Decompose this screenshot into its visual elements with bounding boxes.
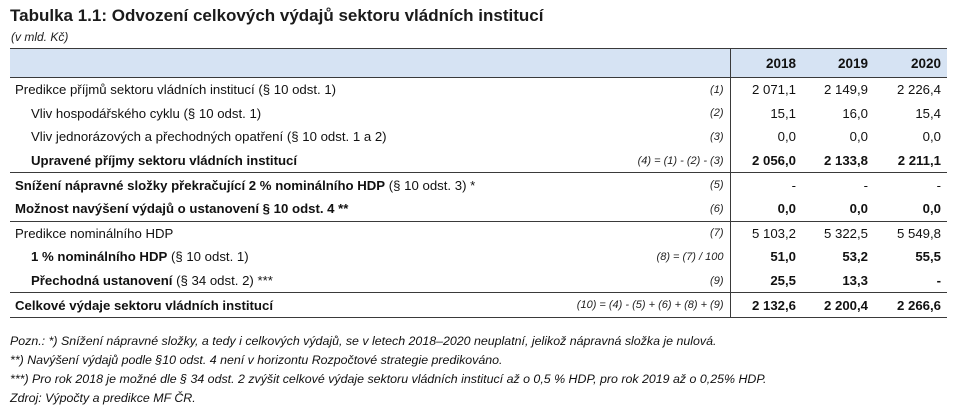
row-value: 0,0 <box>922 129 941 145</box>
source-line: Zdroj: Výpočty a predikce MF ČR. <box>10 391 196 405</box>
row-value: 2 226,4 <box>897 82 941 98</box>
row-label: Upravené příjmy sektoru vládních institucí <box>31 153 298 169</box>
row-formula: (7) <box>540 221 730 245</box>
row-formula: (1) <box>710 83 724 96</box>
row-value: 5 103,2 <box>730 221 802 245</box>
header-formula-empty <box>540 49 730 78</box>
row-value: 5 549,8 <box>874 221 947 245</box>
table-unit: (v mld. Kč) <box>11 30 69 44</box>
row-formula: (10) = (4) - (5) + (6) + (8) + (9) <box>540 293 730 318</box>
table-row <box>10 125 947 149</box>
row-formula: (5) <box>540 173 730 197</box>
row-formula: (2) <box>710 107 724 120</box>
row-label: Vliv jednorázových a přechodných opatření (§ 10 odst. 1 a 2) <box>31 129 387 145</box>
row-value: 5 322,5 <box>802 221 874 245</box>
row-value: 15,1 <box>730 102 802 126</box>
row-formula: (4) = (1) - (2) - (3) <box>637 154 724 167</box>
table-row <box>10 269 947 293</box>
expenditure-table <box>10 48 947 318</box>
row-value: 2 133,8 <box>824 153 868 169</box>
row-formula: (9) <box>710 274 724 287</box>
row-value: 0,0 <box>922 201 941 217</box>
note-line: Pozn.: *) Snížení nápravné složky, a tedy i celkových výdajů, se v letech 2018–2020 neuplatní, jelikož nápravná složka je nulová. <box>10 334 717 348</box>
row-formula: (8) = (7) / 100 <box>656 250 724 263</box>
row-value: 15,4 <box>915 105 941 121</box>
row-value: 2 056,0 <box>730 149 802 173</box>
table-row <box>10 173 947 197</box>
year-header: 2019 <box>837 55 868 71</box>
row-value: 2 132,6 <box>730 293 802 318</box>
row-value: - <box>802 173 874 197</box>
note-line: ***) Pro rok 2018 je možné dle § 34 odst. 2 zvýšit celkové výdaje sektoru vládních institucí až o 0,5 % HDP, pro rok 2019 až o 0,25% HDP. <box>10 372 767 386</box>
row-label: Přechodná ustanovení (§ 34 odst. 2) *** <box>31 273 273 289</box>
row-value: - <box>874 173 947 197</box>
year-header: 2020 <box>910 55 941 71</box>
row-value: 2 266,6 <box>874 293 947 318</box>
row-label: Predikce nominálního HDP <box>10 221 540 245</box>
row-formula: (3) <box>710 130 724 143</box>
row-label: Možnost navýšení výdajů o ustanovení § 10 odst. 4 ** <box>15 201 349 217</box>
row-value: - <box>730 173 802 197</box>
row-label: 1 % nominálního HDP (§ 10 odst. 1) <box>31 249 249 265</box>
table-row <box>10 149 947 173</box>
row-label: Celkové výdaje sektoru vládních institucí <box>10 293 540 318</box>
table-row <box>10 293 947 318</box>
row-value: 25,5 <box>730 269 802 293</box>
row-value: 0,0 <box>730 197 802 221</box>
row-value: 53,2 <box>842 249 868 265</box>
row-label: Predikce příjmů sektoru vládních institucí (§ 10 odst. 1) <box>15 82 337 98</box>
row-value: 2 200,4 <box>802 293 874 318</box>
row-value: 51,0 <box>730 245 802 269</box>
row-formula: (6) <box>710 202 724 215</box>
row-value: 55,5 <box>915 249 941 265</box>
year-header: 2018 <box>730 49 802 78</box>
note-line: **) Navýšení výdajů podle §10 odst. 4 není v horizontu Rozpočtové strategie predikováno. <box>10 353 503 367</box>
table-row <box>10 78 947 102</box>
table-row <box>10 221 947 245</box>
row-value: 2 149,9 <box>824 82 868 98</box>
row-value: 2 211,1 <box>897 153 941 169</box>
header-empty <box>10 49 540 78</box>
row-label: Snížení nápravné složky překračující 2 % nominálního HDP (§ 10 odst. 3) * <box>10 173 540 197</box>
table-row <box>10 245 947 269</box>
header-row <box>10 49 947 78</box>
table-row <box>10 197 947 221</box>
row-value: 0,0 <box>849 129 868 145</box>
row-value: - <box>936 273 941 289</box>
row-label: Vliv hospodářského cyklu (§ 10 odst. 1) <box>31 105 262 121</box>
row-value: 16,0 <box>842 105 868 121</box>
row-value: 0,0 <box>849 201 868 217</box>
row-value: 2 071,1 <box>730 78 802 102</box>
table-title: Tabulka 1.1: Odvození celkových výdajů sektoru vládních institucí <box>10 6 544 25</box>
row-value: 0,0 <box>730 125 802 149</box>
table-notes <box>10 332 766 408</box>
row-value: 13,3 <box>842 273 868 289</box>
table-row <box>10 102 947 126</box>
